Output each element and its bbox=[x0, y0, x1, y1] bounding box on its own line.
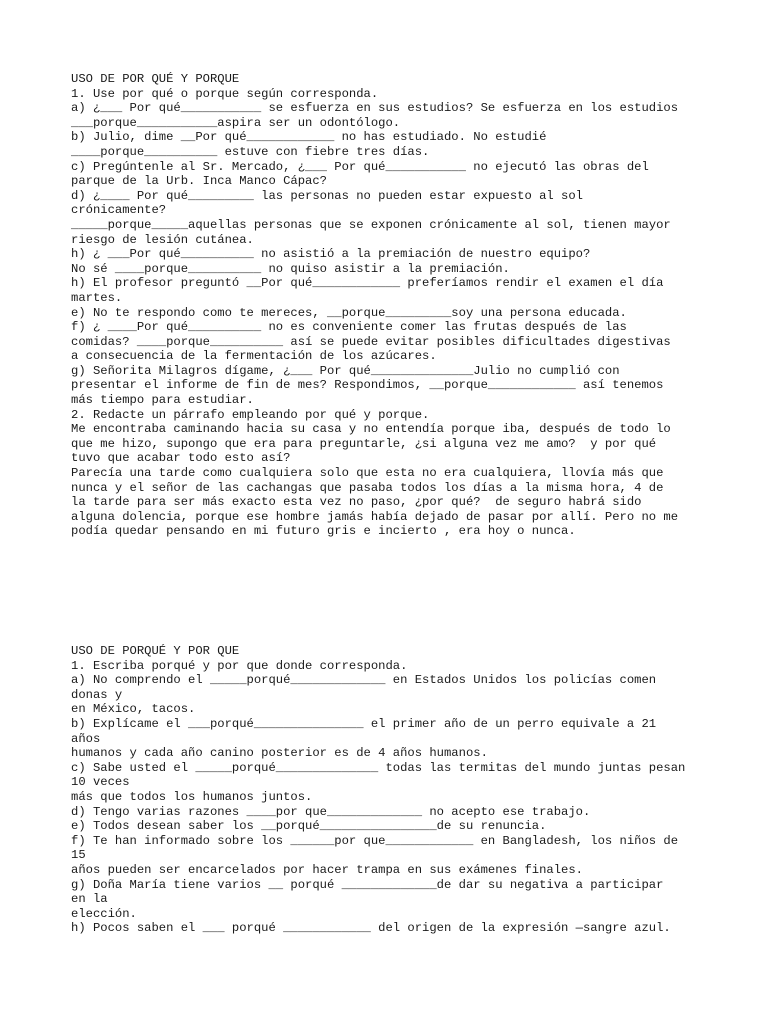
section-porque-por-que bbox=[71, 644, 761, 936]
paragraph-line: Parecía una tarde como cualquiera solo que esta no era cualquiera, llovía más que bbox=[71, 466, 664, 481]
exercise-line: riesgo de lesión cutánea. bbox=[71, 232, 254, 247]
exercise-line: c) Sabe usted el _____porqué______________ todas las termitas del mundo juntas pesan bbox=[71, 760, 686, 775]
paragraph-line: que me hizo, supongo que era para preguntarle, ¿si alguna vez me amo? y por qué bbox=[71, 436, 657, 451]
exercise-line: crónicamente? bbox=[71, 203, 167, 218]
exercise-line: No sé ____porque__________ no quiso asistir a la premiación. bbox=[71, 261, 510, 276]
instruction-line: 1. Use por qué o porque según corresponda. bbox=[71, 86, 379, 101]
exercise-line: parque de la Urb. Inca Manco Cápac? bbox=[71, 174, 327, 189]
exercise-line: e) No te respondo como te mereces, __porque_________soy una persona educada. bbox=[71, 305, 627, 320]
exercise-line: b) Explícame el ___porqué_______________ el primer año de un perro equivale a 21 bbox=[71, 716, 657, 731]
exercise-line: comidas? ____porque__________ así se puede evitar posibles dificultades digestivas bbox=[71, 334, 671, 349]
exercise-line: martes. bbox=[71, 290, 123, 305]
exercise-line: h) El profesor preguntó __Por qué____________ preferíamos rendir el examen el día bbox=[71, 276, 664, 291]
exercise-line: más que todos los humanos juntos. bbox=[71, 789, 313, 804]
exercise-line: a) No comprendo el _____porqué_____________ en Estados Unidos los policías comen bbox=[71, 673, 657, 688]
paragraph-line: podía quedar pensando en mi futuro gris e incierto , era hoy o nunca. bbox=[71, 524, 576, 539]
exercise-line: a) ¿___ Por qué___________ se esfuerza en sus estudios? Se esfuerza en los estudios bbox=[71, 101, 679, 116]
exercise-line: 15 bbox=[71, 848, 86, 863]
paragraph-line: alguna dolencia, porque ese hombre jamás había dejado de pasar por allí. Pero no me bbox=[71, 509, 679, 524]
paragraph-line: tuvo que acabar todo esto así? bbox=[71, 451, 291, 466]
exercise-line: más tiempo para estudiar. bbox=[71, 393, 254, 408]
exercise-line: donas y bbox=[71, 687, 123, 702]
exercise-line: ____porque__________ estuve con fiebre tres días. bbox=[71, 144, 430, 159]
paragraph-line: la tarde para ser más exacto esta vez no paso, ¿por qué? de seguro habrá sido bbox=[71, 495, 642, 510]
exercise-line: en la bbox=[71, 892, 108, 907]
section-title: USO DE POR QUÉ Y PORQUE bbox=[71, 72, 240, 86]
instruction-line: 2. Redacte un párrafo empleando por qué y porque. bbox=[71, 407, 430, 422]
exercise-line: a consecuencia de la fermentación de los azúcares. bbox=[71, 349, 437, 364]
exercise-line: ___porque___________aspira ser un odontólogo. bbox=[71, 115, 401, 130]
section-title: USO DE PORQUÉ Y POR QUE bbox=[71, 644, 240, 658]
exercise-line: _____porque_____aquellas personas que se exponen crónicamente al sol, tienen mayor bbox=[71, 217, 671, 232]
exercise-line: presentar el informe de fin de mes? Respondimos, __porque____________ así tenemos bbox=[71, 378, 664, 393]
exercise-line: 10 veces bbox=[71, 775, 130, 790]
exercise-line: c) Pregúntenle al Sr. Mercado, ¿___ Por qué___________ no ejecutó las obras del bbox=[71, 159, 649, 174]
exercise-line: h) Pocos saben el ___ porqué ____________ del origen de la expresión —sangre azul. bbox=[71, 921, 671, 936]
exercise-line: d) ¿____ Por qué_________ las personas no pueden estar expuesto al sol bbox=[71, 188, 583, 203]
exercise-line: en México, tacos. bbox=[71, 702, 196, 717]
instruction-line: 1. Escriba porqué y por que donde corresponda. bbox=[71, 658, 408, 673]
exercise-line: g) Señorita Milagros dígame, ¿___ Por qué______________Julio no cumplió con bbox=[71, 363, 620, 378]
exercise-line: años pueden ser encarcelados por hacer trampa en sus exámenes finales. bbox=[71, 862, 583, 877]
exercise-line: g) Doña María tiene varios __ porqué _____________de dar su negativa a participar bbox=[71, 877, 664, 892]
exercise-line: f) Te han informado sobre los ______por que____________ en Bangladesh, los niños de bbox=[71, 833, 679, 848]
exercise-line: e) Todos desean saber los __porqué________________de su renuncia. bbox=[71, 819, 547, 834]
paragraph-line: Me encontraba caminando hacia su casa y no entendía porque iba, después de todo lo bbox=[71, 422, 671, 437]
section-por-que-porque bbox=[71, 72, 761, 539]
exercise-line: humanos y cada año canino posterior es de 4 años humanos. bbox=[71, 746, 488, 761]
exercise-line: años bbox=[71, 731, 101, 746]
exercise-line: f) ¿ ____Por qué__________ no es conveniente comer las frutas después de las bbox=[71, 320, 627, 335]
exercise-line: elección. bbox=[71, 906, 137, 921]
exercise-line: d) Tengo varias razones ____por que_____________ no acepto ese trabajo. bbox=[71, 804, 591, 819]
exercise-line: b) Julio, dime __Por qué____________ no has estudiado. No estudié bbox=[71, 130, 547, 145]
exercise-line: h) ¿ ___Por qué__________ no asistió a la premiación de nuestro equipo? bbox=[71, 247, 591, 262]
paragraph-line: nunca y el señor de las cachangas que pasaba todos los días a la misma hora, 4 de bbox=[71, 480, 664, 495]
